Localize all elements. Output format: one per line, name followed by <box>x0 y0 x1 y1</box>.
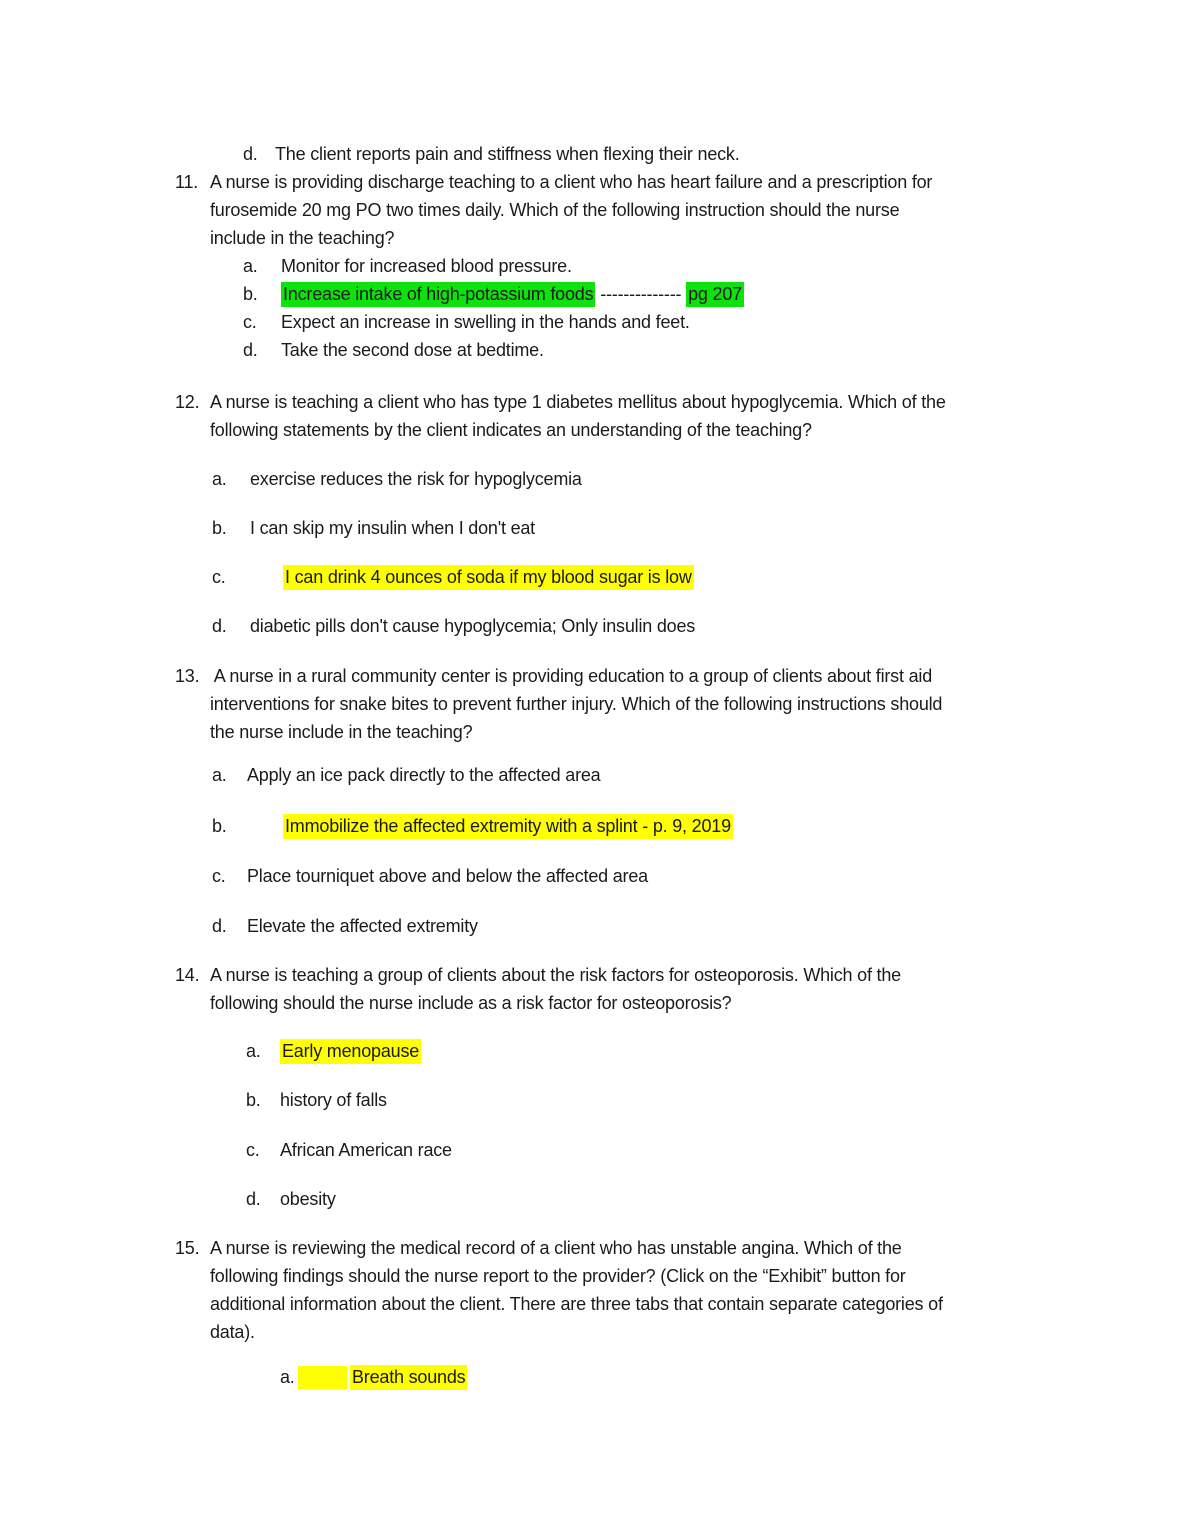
question-15-stem-line-2 <box>210 1262 1190 1290</box>
page-ref-highlight: pg 207 <box>686 282 744 307</box>
option-letter: c. <box>212 567 226 587</box>
option-letter: b. <box>212 518 227 538</box>
question-number: 11. <box>175 172 199 192</box>
stem-text: following should the nurse include as a risk factor for osteoporosis? <box>210 993 732 1013</box>
question-12-option-d <box>212 612 1190 640</box>
stem-text: A nurse in a rural community center is providing education to a group of clients about first aid <box>210 666 933 686</box>
dash-separator: -------------- <box>595 284 687 304</box>
highlighted-answer: Increase intake of high-potassium foods <box>281 282 595 307</box>
question-12-stem-line-2 <box>210 416 1190 444</box>
question-10-option-d <box>243 140 1190 168</box>
option-text: I can skip my insulin when I don't eat <box>250 518 535 538</box>
question-15-stem-line-4 <box>210 1318 1190 1346</box>
question-15-stem-line-3 <box>210 1290 1190 1318</box>
option-letter: a. <box>243 256 258 276</box>
question-11-stem-line-3 <box>210 224 1190 252</box>
question-12-option-a <box>212 465 1190 493</box>
stem-text: A nurse is reviewing the medical record of a client who has unstable angina. Which of the <box>210 1238 902 1258</box>
option-letter: d. <box>246 1189 261 1209</box>
option-text: Elevate the affected extremity <box>247 916 478 936</box>
question-11-option-c <box>243 308 1190 336</box>
question-12 <box>0 388 1190 640</box>
stem-text: include in the teaching? <box>210 228 395 248</box>
question-12-option-c <box>212 563 1190 591</box>
option-letter: a. <box>246 1041 261 1061</box>
question-15-option-a <box>280 1363 1190 1391</box>
question-13-option-a <box>212 761 1190 789</box>
stem-text: the nurse include in the teaching? <box>210 722 473 742</box>
option-letter: d. <box>243 340 258 360</box>
stem-text: following findings should the nurse report to the provider? (Click on the “Exhibit” button for <box>210 1266 906 1286</box>
stem-text: following statements by the client indicates an understanding of the teaching? <box>210 420 812 440</box>
question-14-option-b <box>246 1086 1190 1114</box>
option-text: Apply an ice pack directly to the affected area <box>247 765 601 785</box>
question-12-stem-line-1 <box>175 388 1190 416</box>
option-text: The client reports pain and stiffness when flexing their neck. <box>275 144 740 164</box>
highlighted-answer: Breath sounds <box>350 1365 467 1390</box>
option-text: African American race <box>280 1140 452 1160</box>
option-text: obesity <box>280 1189 336 1209</box>
question-14-stem-line-1 <box>175 961 1190 989</box>
option-letter: a. <box>212 765 227 785</box>
stem-text: A nurse is providing discharge teaching to a client who has heart failure and a prescription for <box>210 172 933 192</box>
option-letter: a. <box>280 1367 295 1387</box>
option-letter: c. <box>212 866 226 886</box>
question-number: 12. <box>175 392 200 412</box>
highlighted-answer: Immobilize the affected extremity with a splint - p. 9, 2019 <box>283 814 733 839</box>
question-15 <box>0 1234 1190 1391</box>
question-number: 14. <box>175 965 200 985</box>
stem-text: interventions for snake bites to prevent further injury. Which of the following instructions should <box>210 694 943 714</box>
question-13-stem-line-2 <box>210 690 1190 718</box>
question-12-option-b <box>212 514 1190 542</box>
question-number: 13. <box>175 666 200 686</box>
stem-text: A nurse is teaching a client who has type 1 diabetes mellitus about hypoglycemia. Which of the <box>210 392 946 412</box>
question-11-option-a <box>243 252 1190 280</box>
option-text: history of falls <box>280 1090 387 1110</box>
stem-text: additional information about the client. There are three tabs that contain separate categories of <box>210 1294 943 1314</box>
question-13-stem-line-1 <box>175 662 1190 690</box>
option-text: Take the second dose at bedtime. <box>281 340 544 360</box>
question-13-option-c <box>212 862 1190 890</box>
question-11-option-b <box>243 280 1190 308</box>
option-letter: d. <box>212 916 227 936</box>
question-14-option-a <box>246 1037 1190 1065</box>
question-14-stem-line-2 <box>210 989 1190 1017</box>
stem-text: data). <box>210 1322 255 1342</box>
option-text: Place tourniquet above and below the affected area <box>247 866 648 886</box>
option-text: diabetic pills don't cause hypoglycemia; Only insulin does <box>250 616 696 636</box>
question-14-option-d <box>246 1185 1190 1213</box>
question-number: 15. <box>175 1238 200 1258</box>
question-14 <box>0 961 1190 1213</box>
question-11 <box>0 168 1190 364</box>
question-13-option-d <box>212 912 1190 940</box>
option-letter: c. <box>246 1140 260 1160</box>
question-11-option-d <box>243 336 1190 364</box>
highlighted-answer: I can drink 4 ounces of soda if my blood sugar is low <box>283 565 694 590</box>
stem-text: A nurse is teaching a group of clients about the risk factors for osteoporosis. Which of the <box>210 965 901 985</box>
option-letter: b. <box>246 1090 261 1110</box>
highlight-tab <box>298 1366 347 1389</box>
option-letter: b. <box>212 816 227 836</box>
highlighted-answer: Early menopause <box>280 1039 421 1064</box>
question-15-stem-line-1 <box>175 1234 1190 1262</box>
question-11-stem-line-2 <box>210 196 1190 224</box>
option-letter: c. <box>243 312 257 332</box>
question-14-option-c <box>246 1136 1190 1164</box>
option-letter: a. <box>212 469 227 489</box>
question-13-option-b <box>212 812 1190 840</box>
question-13 <box>0 662 1190 940</box>
question-13-stem-line-3 <box>210 718 1190 746</box>
option-letter: d. <box>243 144 258 164</box>
option-text: Expect an increase in swelling in the hands and feet. <box>281 312 690 332</box>
stem-text: furosemide 20 mg PO two times daily. Which of the following instruction should the nurse <box>210 200 900 220</box>
option-text: Monitor for increased blood pressure. <box>281 256 572 276</box>
option-letter: d. <box>212 616 227 636</box>
question-11-stem-line-1 <box>175 168 1190 196</box>
option-letter: b. <box>243 284 258 304</box>
option-text: exercise reduces the risk for hypoglycemia <box>250 469 582 489</box>
